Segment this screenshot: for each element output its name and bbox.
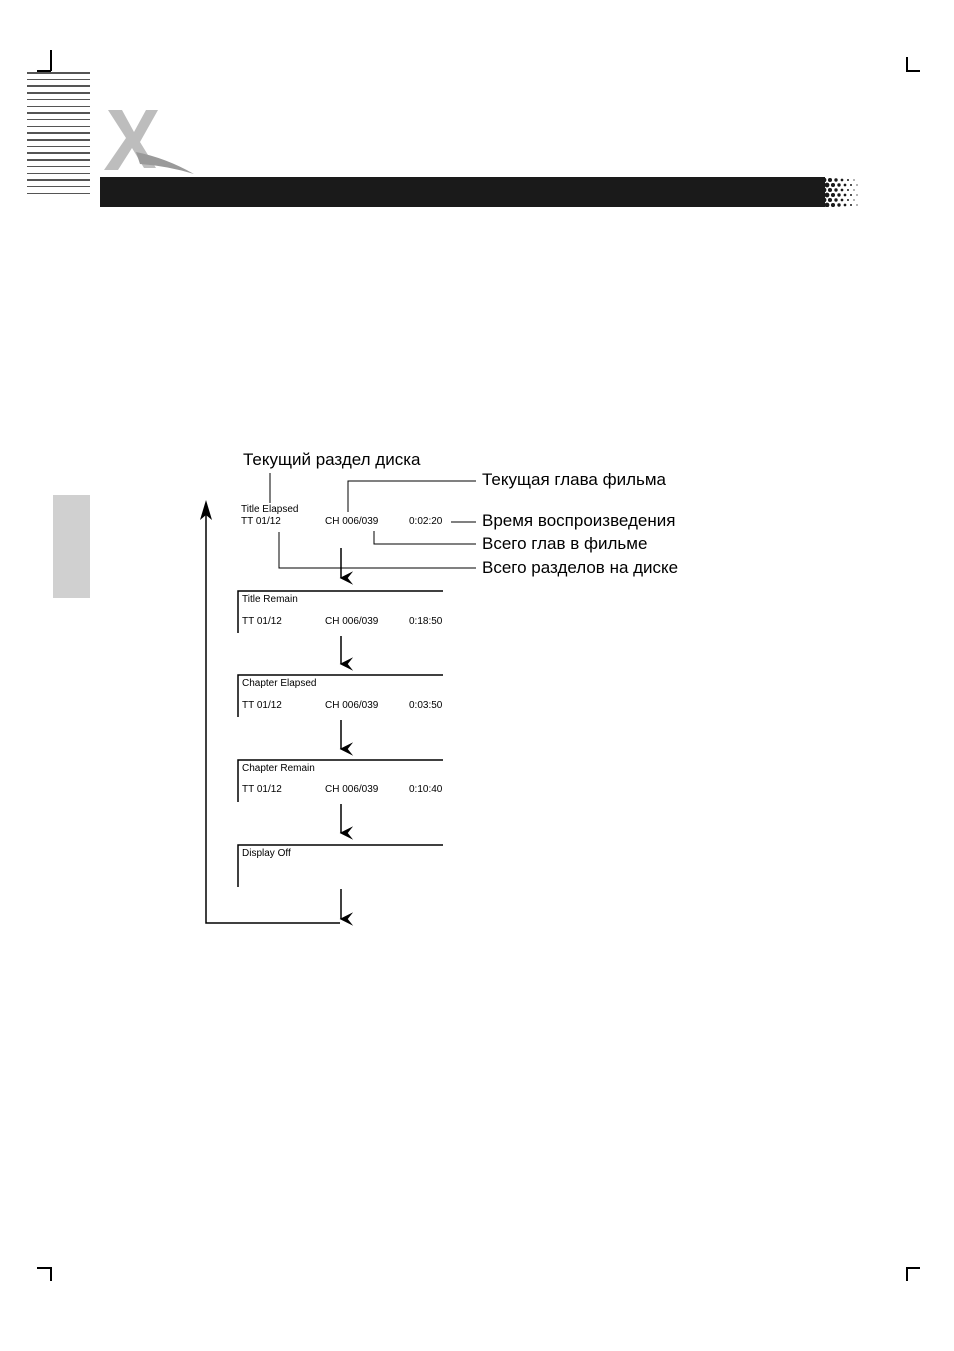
screen-4-mode: Chapter Remain — [242, 763, 315, 774]
screen-1-mode: Title Elapsed — [241, 504, 299, 515]
leader-current-chapter — [348, 481, 476, 512]
screen-3-time: 0:03:50 — [409, 700, 443, 711]
screen-5-mode: Display Off — [242, 848, 291, 859]
screen-1-chapter-count: CH 006/039 — [325, 516, 379, 527]
screen-3-title-count: TT 01/12 — [242, 700, 282, 711]
callout-playback-time: Время воспроизведения — [482, 511, 676, 530]
screen-1-title-count: TT 01/12 — [241, 516, 281, 527]
callout-current-chapter: Текущая глава фильма — [482, 470, 667, 489]
screen-2-mode: Title Remain — [242, 594, 298, 605]
loop-back-line — [206, 510, 340, 923]
screen-4-time: 0:10:40 — [409, 784, 443, 795]
screen-2-chapter-count: CH 006/039 — [325, 616, 379, 627]
callout-total-chapters: Всего глав в фильме — [482, 534, 648, 553]
screen-1-time: 0:02:20 — [409, 516, 443, 527]
leader-total-titles — [279, 532, 476, 568]
leader-total-chapters — [374, 531, 476, 544]
screen-3-mode: Chapter Elapsed — [242, 678, 317, 689]
callout-current-title: Текущий раздел диска — [243, 450, 421, 469]
screen-4-title-count: TT 01/12 — [242, 784, 282, 795]
screen-4-chapter-count: CH 006/039 — [325, 784, 379, 795]
screen-3-chapter-count: CH 006/039 — [325, 700, 379, 711]
callout-total-titles: Всего разделов на диске — [482, 558, 679, 577]
screen-2-time: 0:18:50 — [409, 616, 443, 627]
screen-2-title-count: TT 01/12 — [242, 616, 282, 627]
